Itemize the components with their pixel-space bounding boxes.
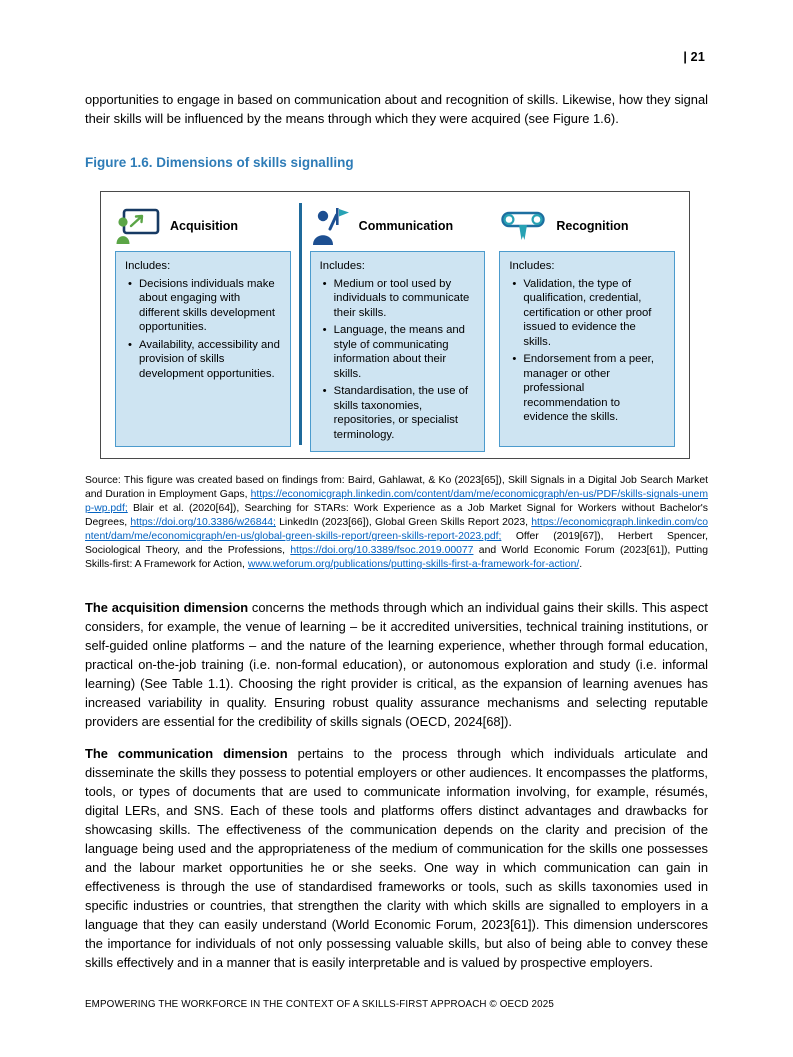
communication-header (310, 201, 486, 251)
text-segment: The communication dimension (85, 746, 288, 761)
hyperlink[interactable]: https://doi.org/10.3389/fsoc.2019.00077 (290, 545, 474, 556)
text-segment: Offer (2019[67]), Herbert Spencer, Sociological Theory, and the Professions, (85, 531, 708, 556)
bullet-item: • Decisions individuals make about engaging with different skills development opportunities. (125, 277, 281, 335)
figure-column-communication (303, 201, 493, 447)
figure-column-acquisition (108, 201, 298, 447)
acquisition-bullet-list (125, 277, 281, 382)
includes-label: Includes: (125, 260, 171, 272)
figure-column-recognition (492, 201, 682, 447)
figure-source (85, 474, 708, 572)
acquisition-header (115, 201, 291, 251)
text-segment: pertains to the process through which individuals articulate and disseminate the skills they possess to potential employers or other audiences. It encompasses the platforms, tools, or types of documents that are used to communicate information involving, for example, résumés, digital LERs, and SNS. Each of these tools and platforms offers distinct advantages and drawbacks for showcasing skills. The effectiveness of the communication depends on the clarity and precision of the language being used and the appropriateness of the medium of communication for the skills one possesses and the labour market opportunities he or she seeks. One way in which communication can gain in effectiveness is through the use of standardised frameworks or tools, such as skills taxonomies used in specific industries or countries, that strengthen the clarity with which skills are signalled to employers in a language that they can easily understand (World Economic Forum, 2023[61]). This dimension underscores the importance for individuals of not only possessing valuable skills, but also of being able to convey these skills effectively and in a manner that is easily interpretable and is valued by prospective employers. (85, 746, 708, 970)
bullet-item: • Language, the means and style of communicating information about their skills. (320, 323, 476, 381)
text-segment: LinkedIn (2023[66]), Global Green Skills Report 2023, (275, 517, 532, 528)
hyperlink[interactable]: https://economicgraph.linkedin.com/content/dam/me/economicgraph/en-us/global-green-skills-report/green-skills-report-2023.pdf; (85, 517, 708, 542)
bullet-item: • Medium or tool used by individuals to communicate their skills. (320, 277, 476, 321)
text-segment: concerns the methods through which an individual gains their skills. This aspect considers, for example, the venue of learning – be it accredited universities, technical training institutions, or self-guided online platforms – and the nature of the learning experience, whether through formal education, practical on-the-job training (i.e. non-formal education), or autonomous exploration and study (i.e. informal learning) (See Table 1.1). Choosing the right provider is critical, as the expansion of learning avenues has increased variability in quality. Ensuring robust quality assurance mechanisms and selecting reputable providers are essential for the credibility of skills signals (OECD, 2024[68]). (85, 600, 708, 729)
figure-column-title: Communication (358, 219, 454, 233)
includes-label: Includes: (319, 260, 365, 272)
bullet-item: • Availability, accessibility and provision of skills development opportunities. (125, 338, 281, 382)
page-footer: EMPOWERING THE WORKFORCE IN THE CONTEXT OF A SKILLS-FIRST APPROACH © OECD 2025 (85, 999, 554, 1010)
hyperlink[interactable]: www.weforum.org/publications/putting-skills-first-a-framework-for-action/ (247, 559, 580, 570)
certificate-ribbon-icon (499, 209, 547, 243)
figure-box (100, 191, 690, 459)
figure-column-title: Acquisition (170, 219, 239, 233)
recognition-panel (499, 251, 675, 447)
hyperlink[interactable]: https://economicgraph.linkedin.com/content/dam/me/economicgraph/en-us/PDF/skills-signals-unemp-wp.pdf; (85, 489, 708, 514)
communication-bullet-list (320, 277, 476, 443)
communication-dimension-paragraph (85, 744, 708, 972)
text-segment: . (579, 559, 583, 570)
bullet-item: • Standardisation, the use of skills taxonomies, repositories, or specialist terminology. (320, 384, 476, 442)
figure-column-title: Recognition (556, 219, 629, 233)
intro-paragraph: opportunities to engage in based on communication about and recognition of skills. Likewise, how they signal their skills will be influenced by the means through which they were acquired (see Figure 1.6). (85, 92, 708, 126)
text-segment: and World Economic Forum (2023[61]), Putting Skills-first: A Framework for Action, (85, 545, 708, 570)
figure-divider (299, 203, 302, 445)
acquisition-panel (115, 251, 291, 447)
acquisition-dimension-paragraph (85, 598, 708, 731)
bullet-item: • Validation, the type of qualification, credential, certification or other proof issued to evidence the skills. (509, 277, 665, 350)
bullet-item: • Endorsement from a peer, manager or other professional recommendation to evidence the skills. (509, 352, 665, 425)
communication-panel (310, 251, 486, 452)
recognition-bullet-list (509, 277, 665, 425)
page-number (683, 50, 705, 64)
text-segment: Source: This figure was created based on findings from: Baird, Gahlawat, & Ko (2023[65]), Skill Signals in a Digital Job Search Market and Duration in Employment Gaps, (85, 475, 708, 500)
page-number-text: | 21 (683, 50, 705, 64)
text-segment: Blair et al. (2020[64]), Searching for STARs: Work Experience as a Job Market Signal for Workers without Bachelor's Degrees, (85, 503, 708, 528)
figure-title: Figure 1.6. Dimensions of skills signalling (85, 155, 354, 170)
hyperlink[interactable]: https://doi.org/10.3386/w26844; (130, 517, 276, 528)
recognition-header (499, 201, 675, 251)
chalkboard-teacher-icon (115, 207, 161, 245)
text-segment: The acquisition dimension (85, 600, 249, 615)
includes-label: Includes: (509, 260, 555, 272)
person-flag-icon (310, 207, 350, 245)
